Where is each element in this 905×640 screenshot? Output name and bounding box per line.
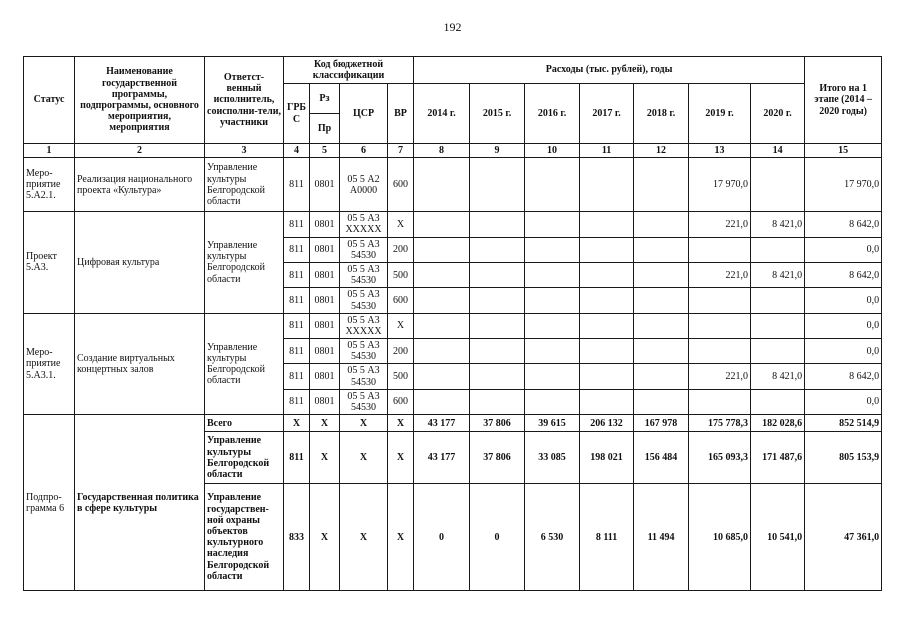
- value-cell: 10 541,0: [751, 484, 805, 591]
- value-cell: 8 421,0: [751, 262, 805, 287]
- rz-cell: 0801: [310, 288, 340, 313]
- value-cell: [751, 389, 805, 414]
- value-cell: [634, 389, 689, 414]
- value-cell: 11 494: [634, 484, 689, 591]
- name-cell: Создание виртуальных концертных залов: [75, 313, 205, 415]
- value-cell: 206 132: [580, 415, 634, 432]
- value-cell: [580, 288, 634, 313]
- value-cell: [525, 237, 580, 262]
- total-cell: 852 514,9: [805, 415, 882, 432]
- value-cell: [470, 389, 525, 414]
- value-cell: [689, 288, 751, 313]
- header-executor: Ответст-венный исполнитель, соисполни-тели, участники: [205, 57, 284, 144]
- csr-cell: 05 5 А2 А0000: [340, 158, 388, 212]
- value-cell: [470, 262, 525, 287]
- status-cell: Меро-приятие 5.А2.1.: [24, 158, 75, 212]
- column-number: 6: [340, 144, 388, 158]
- csr-cell: Х: [340, 484, 388, 591]
- vr-cell: 600: [388, 288, 414, 313]
- rz-cell: 0801: [310, 313, 340, 338]
- vr-cell: Х: [388, 432, 414, 484]
- csr-cell: 05 5 А3 54530: [340, 339, 388, 364]
- column-number: 7: [388, 144, 414, 158]
- column-number: 11: [580, 144, 634, 158]
- total-cell: 8 642,0: [805, 262, 882, 287]
- value-cell: 182 028,6: [751, 415, 805, 432]
- value-cell: 6 530: [525, 484, 580, 591]
- value-cell: [580, 313, 634, 338]
- vr-cell: Х: [388, 415, 414, 432]
- value-cell: [751, 158, 805, 212]
- value-cell: 0: [414, 484, 470, 591]
- value-cell: [634, 237, 689, 262]
- header-year: 2017 г.: [580, 84, 634, 144]
- csr-cell: 05 5 А3 54530: [340, 389, 388, 414]
- rz-cell: 0801: [310, 212, 340, 237]
- value-cell: 43 177: [414, 432, 470, 484]
- value-cell: [414, 237, 470, 262]
- csr-cell: 05 5 А3 ХХХХХ: [340, 313, 388, 338]
- header-rz: Рз: [310, 84, 340, 114]
- rz-cell: 0801: [310, 262, 340, 287]
- column-number: 8: [414, 144, 470, 158]
- value-cell: [751, 339, 805, 364]
- column-number: 4: [284, 144, 310, 158]
- value-cell: [751, 288, 805, 313]
- csr-cell: 05 5 А3 54530: [340, 237, 388, 262]
- rz-cell: 0801: [310, 237, 340, 262]
- value-cell: 156 484: [634, 432, 689, 484]
- value-cell: [525, 212, 580, 237]
- total-cell: 805 153,9: [805, 432, 882, 484]
- rz-cell: 0801: [310, 158, 340, 212]
- total-cell: 8 642,0: [805, 364, 882, 389]
- vr-cell: 200: [388, 339, 414, 364]
- grbs-cell: 811: [284, 389, 310, 414]
- value-cell: 175 778,3: [689, 415, 751, 432]
- csr-cell: 05 5 А3 ХХХХХ: [340, 212, 388, 237]
- csr-cell: Х: [340, 415, 388, 432]
- grbs-cell: 811: [284, 158, 310, 212]
- value-cell: [470, 158, 525, 212]
- value-cell: [414, 212, 470, 237]
- value-cell: [689, 389, 751, 414]
- column-number: 15: [805, 144, 882, 158]
- column-number: 12: [634, 144, 689, 158]
- value-cell: [751, 237, 805, 262]
- grbs-cell: 811: [284, 432, 310, 484]
- value-cell: 37 806: [470, 415, 525, 432]
- value-cell: [580, 237, 634, 262]
- header-total: Итого на 1 этапе (2014 – 2020 годы): [805, 57, 882, 144]
- header-status: Статус: [24, 57, 75, 144]
- value-cell: 221,0: [689, 364, 751, 389]
- name-cell: Цифровая культура: [75, 212, 205, 314]
- value-cell: 8 421,0: [751, 212, 805, 237]
- executor-cell: Управление культуры Белгородской области: [205, 158, 284, 212]
- value-cell: [470, 313, 525, 338]
- vr-cell: 500: [388, 262, 414, 287]
- status-cell: Проект 5.А3.: [24, 212, 75, 314]
- header-year: 2019 г.: [689, 84, 751, 144]
- value-cell: [414, 262, 470, 287]
- value-cell: 33 085: [525, 432, 580, 484]
- rz-cell: 0801: [310, 339, 340, 364]
- rz-cell: Х: [310, 432, 340, 484]
- value-cell: [580, 364, 634, 389]
- value-cell: [525, 389, 580, 414]
- table-body: [24, 158, 882, 591]
- value-cell: 0: [470, 484, 525, 591]
- column-number: 3: [205, 144, 284, 158]
- value-cell: [525, 158, 580, 212]
- value-cell: [525, 262, 580, 287]
- value-cell: [525, 339, 580, 364]
- total-cell: 0,0: [805, 313, 882, 338]
- value-cell: [470, 364, 525, 389]
- vr-cell: 500: [388, 364, 414, 389]
- value-cell: [470, 212, 525, 237]
- header-budget-code: Код бюджетной классификации: [284, 57, 414, 84]
- value-cell: [470, 339, 525, 364]
- name-cell: Государственная политика в сфере культуры: [75, 415, 205, 591]
- grbs-cell: 811: [284, 364, 310, 389]
- page-number: 192: [443, 20, 462, 34]
- value-cell: [580, 389, 634, 414]
- header-year: 2020 г.: [751, 84, 805, 144]
- header-csr: ЦСР: [340, 84, 388, 144]
- value-cell: [414, 364, 470, 389]
- executor-cell: Всего: [205, 415, 284, 432]
- value-cell: [580, 158, 634, 212]
- executor-cell: Управление государствен-ной охраны объектов культурного наследия Белгородской области: [205, 484, 284, 591]
- column-number: 5: [310, 144, 340, 158]
- executor-cell: Управление культуры Белгородской области: [205, 212, 284, 314]
- total-cell: 0,0: [805, 339, 882, 364]
- column-number-row: [24, 144, 882, 158]
- total-cell: 17 970,0: [805, 158, 882, 212]
- value-cell: 167 978: [634, 415, 689, 432]
- budget-table: [23, 56, 882, 591]
- value-cell: 221,0: [689, 212, 751, 237]
- vr-cell: 200: [388, 237, 414, 262]
- csr-cell: 05 5 А3 54530: [340, 364, 388, 389]
- value-cell: [414, 313, 470, 338]
- value-cell: [689, 237, 751, 262]
- header-grbs: ГРБ С: [284, 84, 310, 144]
- value-cell: [414, 389, 470, 414]
- vr-cell: 600: [388, 389, 414, 414]
- csr-cell: 05 5 А3 54530: [340, 262, 388, 287]
- value-cell: [470, 288, 525, 313]
- value-cell: 171 487,6: [751, 432, 805, 484]
- value-cell: [634, 364, 689, 389]
- grbs-cell: Х: [284, 415, 310, 432]
- value-cell: 39 615: [525, 415, 580, 432]
- name-cell: Реализация национального проекта «Культура»: [75, 158, 205, 212]
- column-number: 13: [689, 144, 751, 158]
- table-row: [24, 415, 882, 432]
- value-cell: [634, 262, 689, 287]
- rz-cell: Х: [310, 415, 340, 432]
- value-cell: [414, 158, 470, 212]
- value-cell: [634, 158, 689, 212]
- header-year: 2015 г.: [470, 84, 525, 144]
- value-cell: [525, 313, 580, 338]
- total-cell: 0,0: [805, 389, 882, 414]
- value-cell: [634, 212, 689, 237]
- vr-cell: Х: [388, 484, 414, 591]
- value-cell: [751, 313, 805, 338]
- header-name: Наименование государственной программы, подпрограммы, основного мероприятия, мероприятия: [75, 57, 205, 144]
- value-cell: 37 806: [470, 432, 525, 484]
- value-cell: 165 093,3: [689, 432, 751, 484]
- executor-cell: Управление культуры Белгородской области: [205, 313, 284, 415]
- vr-cell: 600: [388, 158, 414, 212]
- value-cell: [634, 339, 689, 364]
- csr-cell: Х: [340, 432, 388, 484]
- header-pr: Пр: [310, 114, 340, 144]
- grbs-cell: 811: [284, 288, 310, 313]
- value-cell: [689, 339, 751, 364]
- grbs-cell: 833: [284, 484, 310, 591]
- rz-cell: Х: [310, 484, 340, 591]
- value-cell: 198 021: [580, 432, 634, 484]
- value-cell: 43 177: [414, 415, 470, 432]
- total-cell: 0,0: [805, 288, 882, 313]
- total-cell: 0,0: [805, 237, 882, 262]
- value-cell: 8 421,0: [751, 364, 805, 389]
- header-year: 2014 г.: [414, 84, 470, 144]
- header-year: 2016 г.: [525, 84, 580, 144]
- table-row: [24, 313, 882, 338]
- total-cell: 8 642,0: [805, 212, 882, 237]
- table-row: [24, 212, 882, 237]
- value-cell: [580, 212, 634, 237]
- table-header: [24, 57, 882, 158]
- column-number: 14: [751, 144, 805, 158]
- header-year: 2018 г.: [634, 84, 689, 144]
- value-cell: [580, 262, 634, 287]
- csr-cell: 05 5 А3 54530: [340, 288, 388, 313]
- status-cell: Подпро-грамма 6: [24, 415, 75, 591]
- value-cell: [580, 339, 634, 364]
- header-expenses: Расходы (тыс. рублей), годы: [414, 57, 805, 84]
- value-cell: [525, 288, 580, 313]
- table-row: [24, 158, 882, 212]
- grbs-cell: 811: [284, 237, 310, 262]
- value-cell: 10 685,0: [689, 484, 751, 591]
- rz-cell: 0801: [310, 389, 340, 414]
- executor-cell: Управление культуры Белгородской области: [205, 432, 284, 484]
- vr-cell: Х: [388, 313, 414, 338]
- status-cell: Меро-приятие 5.А3.1.: [24, 313, 75, 415]
- column-number: 2: [75, 144, 205, 158]
- value-cell: [470, 237, 525, 262]
- value-cell: 8 111: [580, 484, 634, 591]
- value-cell: 221,0: [689, 262, 751, 287]
- grbs-cell: 811: [284, 212, 310, 237]
- value-cell: [634, 313, 689, 338]
- total-cell: 47 361,0: [805, 484, 882, 591]
- value-cell: 17 970,0: [689, 158, 751, 212]
- grbs-cell: 811: [284, 339, 310, 364]
- value-cell: [525, 364, 580, 389]
- value-cell: [414, 288, 470, 313]
- column-number: 1: [24, 144, 75, 158]
- vr-cell: Х: [388, 212, 414, 237]
- value-cell: [634, 288, 689, 313]
- column-number: 9: [470, 144, 525, 158]
- header-vr: ВР: [388, 84, 414, 144]
- grbs-cell: 811: [284, 313, 310, 338]
- column-number: 10: [525, 144, 580, 158]
- grbs-cell: 811: [284, 262, 310, 287]
- value-cell: [689, 313, 751, 338]
- rz-cell: 0801: [310, 364, 340, 389]
- value-cell: [414, 339, 470, 364]
